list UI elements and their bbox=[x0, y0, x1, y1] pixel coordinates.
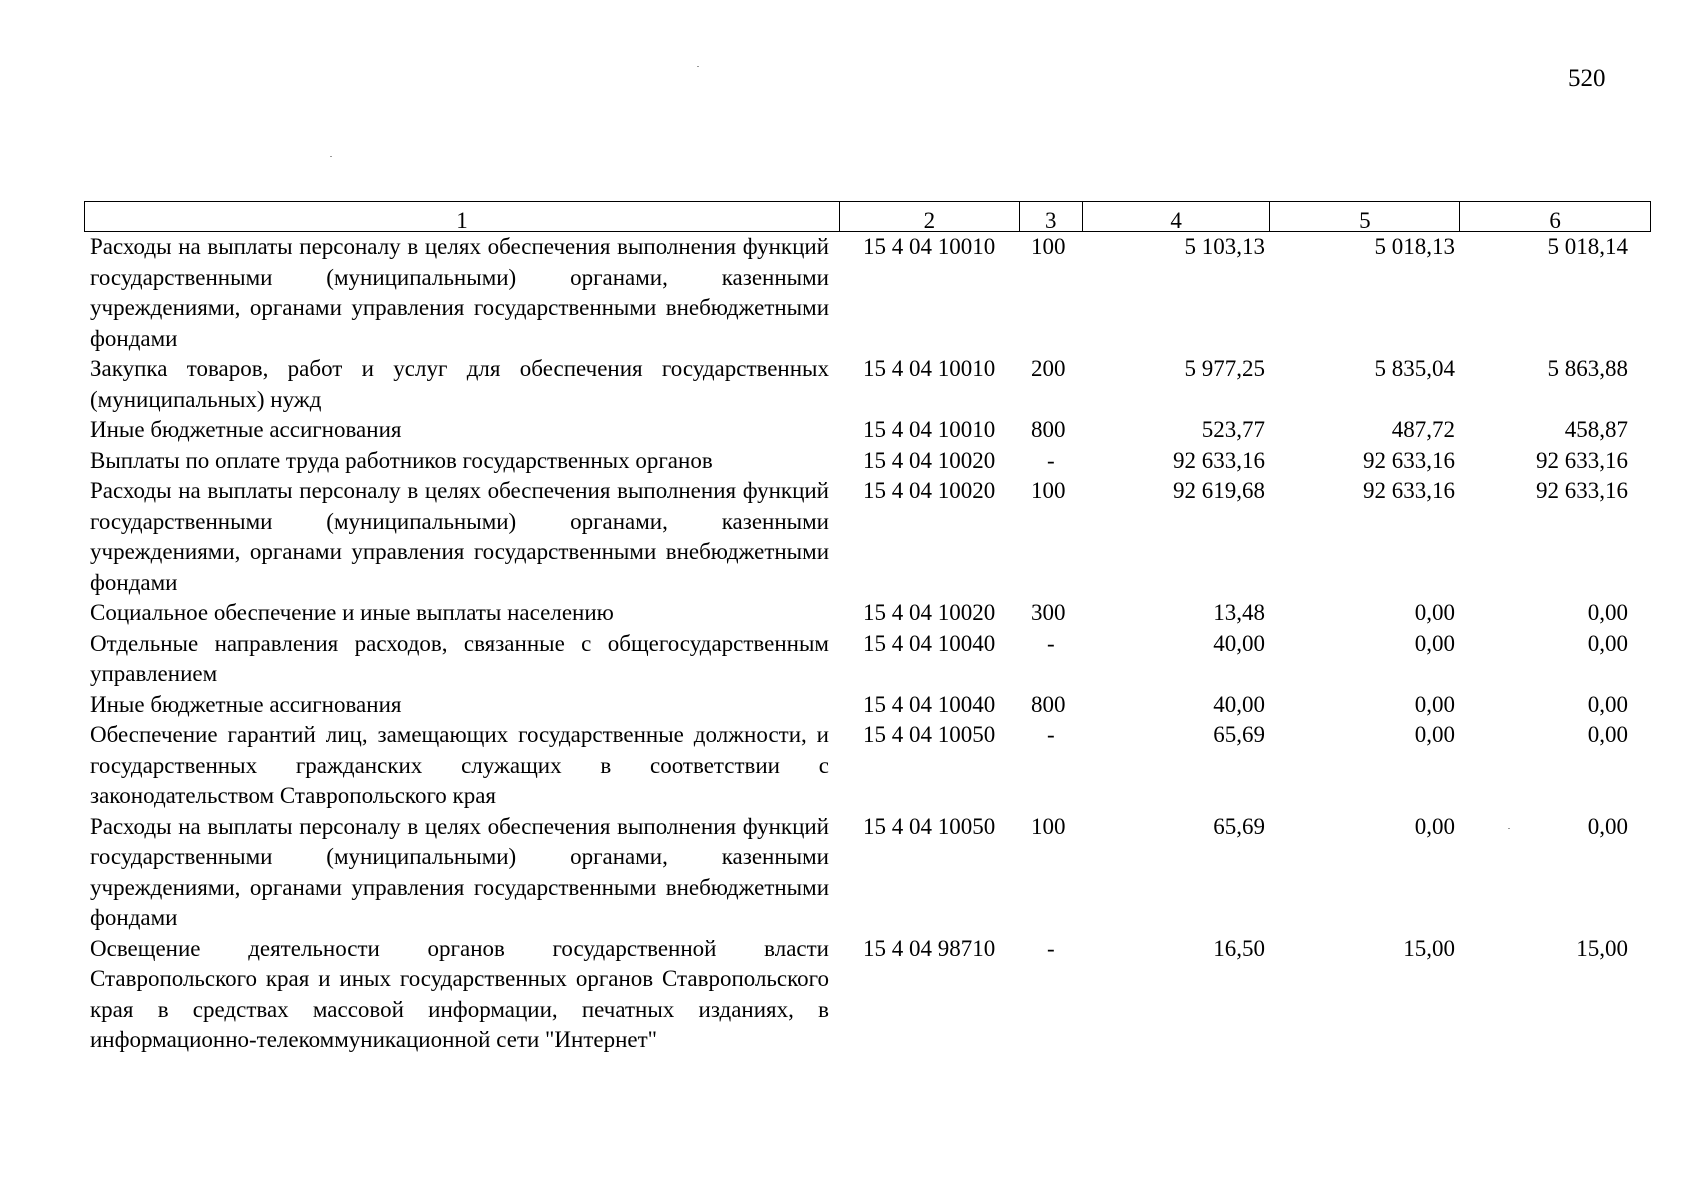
scan-speck bbox=[330, 156, 332, 157]
row-code: 15 4 04 10020 bbox=[863, 478, 996, 503]
header-col-6: 6 bbox=[1459, 202, 1650, 231]
table-row bbox=[84, 354, 1651, 415]
row-value-col4: 65,69 bbox=[1213, 722, 1265, 747]
row-expense-type: 200 bbox=[1031, 356, 1066, 381]
row-value-col5: 15,00 bbox=[1403, 935, 1455, 961]
scan-speck bbox=[697, 66, 699, 67]
row-description: Иные бюджетные ассигнования bbox=[90, 691, 402, 717]
row-value-col6: 5 018,14 bbox=[1547, 234, 1628, 259]
row-value-col5: 0,00 bbox=[1414, 813, 1455, 839]
row-description: Расходы на выплаты персоналу в целях обеспечения выполнения функций государственными (муниципальными) органами, казенными учреждениями, органами управления государственными внебюджетными фондами bbox=[90, 813, 829, 930]
table-row bbox=[84, 232, 1651, 354]
table-row bbox=[84, 720, 1651, 812]
row-value-col5: 0,00 bbox=[1414, 600, 1455, 625]
table-row bbox=[84, 446, 1651, 477]
row-value-col4: 65,69 bbox=[1213, 813, 1265, 839]
table-header-row bbox=[84, 201, 1651, 232]
row-value-col5: 92 633,16 bbox=[1363, 447, 1455, 473]
row-description: Социальное обеспечение и иные выплаты населению bbox=[90, 600, 614, 625]
row-code: 15 4 04 10040 bbox=[863, 630, 996, 656]
scan-speck bbox=[1508, 828, 1510, 829]
row-value-col6: 92 633,16 bbox=[1536, 447, 1628, 473]
table-row bbox=[84, 415, 1651, 446]
row-code: 15 4 04 10010 bbox=[863, 417, 996, 442]
row-description: Обеспечение гарантий лиц, замещающих государственные должности, и государственных гражданских служащих в соответствии с законодательством Ставропольского края bbox=[90, 722, 829, 808]
row-value-col4: 92 633,16 bbox=[1173, 447, 1265, 473]
table-row bbox=[84, 812, 1651, 934]
row-description: Расходы на выплаты персоналу в целях обеспечения выполнения функций государственными (муниципальными) органами, казенными учреждениями, органами управления государственными внебюджетными фондами bbox=[90, 478, 829, 595]
row-value-col5: 5 835,04 bbox=[1374, 356, 1455, 381]
row-value-col4: 5 103,13 bbox=[1184, 234, 1265, 259]
row-expense-type: - bbox=[1047, 447, 1055, 473]
row-value-col6: 92 633,16 bbox=[1536, 478, 1628, 503]
row-description: Выплаты по оплате труда работников государственных органов bbox=[90, 447, 713, 473]
row-description: Освещение деятельности органов государственной власти Ставропольского края и иных государственных органов Ставропольского края в средствах массовой информации, печатных изданиях, в информационно-телекоммуникационной сети "Интернет" bbox=[90, 935, 829, 1052]
row-value-col6: 458,87 bbox=[1564, 417, 1628, 442]
row-expense-type: 800 bbox=[1031, 691, 1066, 717]
row-expense-type: 100 bbox=[1031, 478, 1066, 503]
table-row bbox=[84, 476, 1651, 598]
row-expense-type: 300 bbox=[1031, 600, 1066, 625]
row-description: Закупка товаров, работ и услуг для обеспечения государственных (муниципальных) нужд bbox=[90, 356, 829, 412]
row-value-col5: 92 633,16 bbox=[1363, 478, 1455, 503]
row-value-col6: 0,00 bbox=[1587, 600, 1628, 625]
row-value-col4: 5 977,25 bbox=[1184, 356, 1265, 381]
header-col-2: 2 bbox=[839, 202, 1019, 231]
row-value-col4: 523,77 bbox=[1201, 417, 1265, 442]
row-code: 15 4 04 10020 bbox=[863, 600, 996, 625]
row-value-col4: 13,48 bbox=[1213, 600, 1265, 625]
row-description: Иные бюджетные ассигнования bbox=[90, 417, 402, 442]
table-row bbox=[84, 690, 1651, 721]
row-expense-type: - bbox=[1047, 722, 1055, 747]
row-expense-type: - bbox=[1047, 630, 1055, 656]
header-col-1: 1 bbox=[456, 208, 468, 233]
row-value-col6: 5 863,88 bbox=[1547, 356, 1628, 381]
row-value-col5: 0,00 bbox=[1414, 722, 1455, 747]
table-body bbox=[84, 232, 1651, 1056]
row-description: Отдельные направления расходов, связанные с общегосударственным управлением bbox=[90, 630, 829, 686]
row-expense-type: 100 bbox=[1031, 813, 1066, 839]
row-value-col4: 16,50 bbox=[1213, 935, 1265, 961]
row-code: 15 4 04 10010 bbox=[863, 234, 996, 259]
header-col-4: 4 bbox=[1082, 202, 1270, 231]
budget-table bbox=[84, 201, 1651, 1056]
row-expense-type: 100 bbox=[1031, 234, 1066, 259]
row-value-col5: 0,00 bbox=[1414, 630, 1455, 656]
row-description: Расходы на выплаты персоналу в целях обеспечения выполнения функций государственными (муниципальными) органами, казенными учреждениями, органами управления государственными внебюджетными фондами bbox=[90, 234, 829, 351]
header-col-3: 3 bbox=[1019, 202, 1082, 231]
row-value-col6: 15,00 bbox=[1576, 935, 1628, 961]
row-value-col4: 40,00 bbox=[1213, 691, 1265, 717]
row-value-col6: 0,00 bbox=[1587, 813, 1628, 839]
row-code: 15 4 04 10050 bbox=[863, 722, 996, 747]
header-col-5: 5 bbox=[1269, 202, 1459, 231]
table-row bbox=[84, 629, 1651, 690]
row-value-col5: 487,72 bbox=[1391, 417, 1455, 442]
row-code: 15 4 04 10040 bbox=[863, 691, 996, 717]
page-number: 520 bbox=[1568, 65, 1606, 92]
row-value-col5: 0,00 bbox=[1414, 691, 1455, 717]
row-value-col4: 92 619,68 bbox=[1173, 478, 1265, 503]
row-value-col5: 5 018,13 bbox=[1374, 234, 1455, 259]
row-code: 15 4 04 10010 bbox=[863, 356, 996, 381]
row-expense-type: - bbox=[1047, 935, 1055, 961]
row-code: 15 4 04 10020 bbox=[863, 447, 996, 473]
row-value-col6: 0,00 bbox=[1587, 630, 1628, 656]
row-code: 15 4 04 98710 bbox=[863, 935, 996, 961]
row-value-col6: 0,00 bbox=[1587, 722, 1628, 747]
table-row bbox=[84, 598, 1651, 629]
row-value-col4: 40,00 bbox=[1213, 630, 1265, 656]
row-value-col6: 0,00 bbox=[1587, 691, 1628, 717]
row-code: 15 4 04 10050 bbox=[863, 813, 996, 839]
table-row bbox=[84, 934, 1651, 1056]
row-expense-type: 800 bbox=[1031, 417, 1066, 442]
